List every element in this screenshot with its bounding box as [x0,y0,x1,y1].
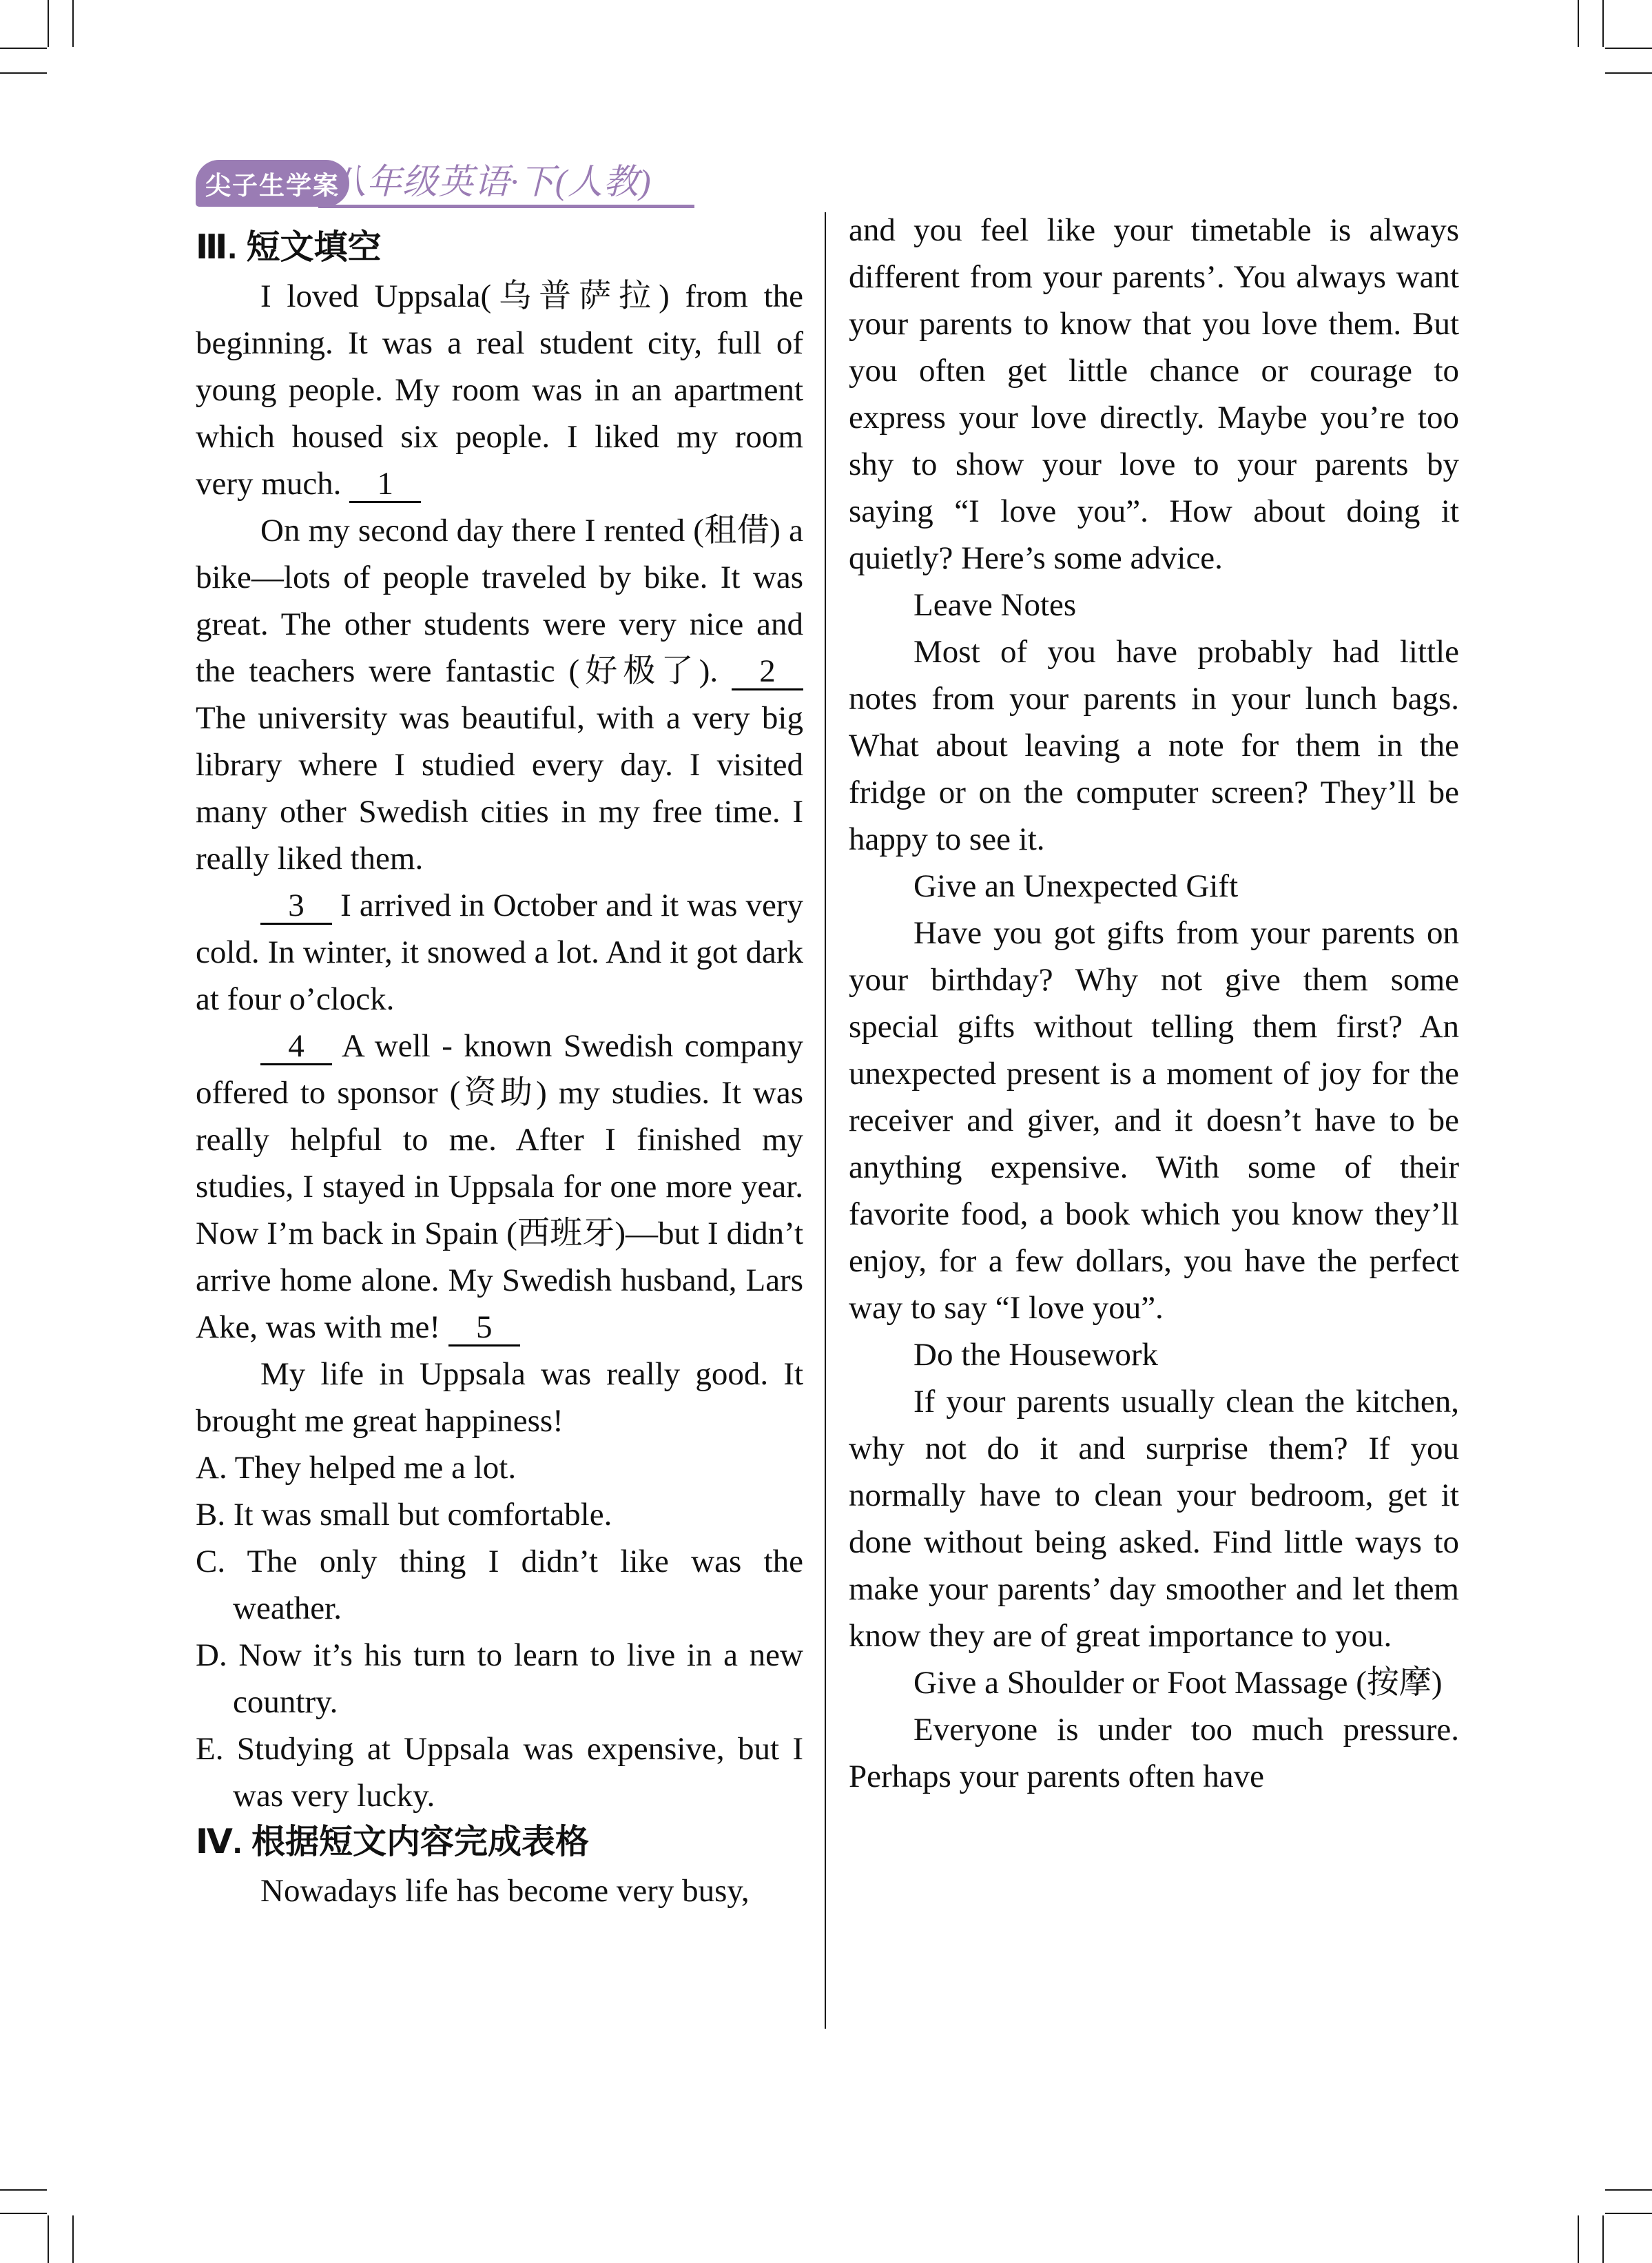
section-4-title: Ⅳ. 根据短文内容完成表格 [196,1823,590,1861]
crop-mark [1602,2215,1604,2263]
blank-1: 1 [349,467,421,503]
section-4-passage [196,1867,803,1914]
series-badge: 尖子生学案 [196,160,349,207]
paragraph: Everyone is under too much pressure. Perhaps your parents often have [849,1712,1459,1794]
crop-mark [1605,72,1652,74]
option-B: B. It was small but comfortable. [196,1497,612,1533]
option-A: A. They helped me a lot. [196,1450,517,1486]
paragraph: Most of you have probably had little notes from your parents in your lunch bags. What about leaving a note for them in the fridge or on the computer screen? They’ll be happy to see it. [849,634,1459,857]
paragraph: If your parents usually clean the kitchen, why not do it and surprise them? If you normally have to clean your bedroom, get it done without being asked. Find little ways to make your parents’ day smoother and let them know they are of great importance to you. [849,1384,1459,1654]
crop-mark [0,2213,47,2214]
left-column [196,225,803,1914]
answer-options [196,1444,803,1819]
crop-mark [1578,2215,1579,2263]
cloze-passage [196,273,803,1444]
crop-mark [48,0,49,47]
option-C: C. The only thing I didn’t like was the weather. [196,1544,803,1626]
paragraph: 4 A well - known Swedish company offered to sponsor (资助) my studies. It was really helpful to me. After I finished my studies, I stayed in Uppsala for one more year. Now I’m back in Spain (西班牙)—but I didn’t arrive home alone. My Swedish husband, Lars Ake, was with me! 5 [196,1023,803,1351]
book-subtitle: 八年级英语·下(人教) [331,163,652,202]
paragraph: I loved Uppsala(乌普萨拉) from the beginning. It was a real student city, full of young people. My room was in an apartment which housed six people. I liked my room very much. 1 [196,273,803,507]
blank-3: 3 [260,889,332,925]
option-E: E. Studying at Uppsala was expensive, but I was very lucky. [196,1731,803,1814]
paragraph: Leave Notes [913,587,1077,623]
crop-mark [0,72,47,74]
crop-mark [1578,0,1579,47]
paragraph: My life in Uppsala was really good. It brought me great happiness! [196,1356,803,1439]
paragraph: On my second day there I rented (租借) a bike—lots of people traveled by bike. It was great. The other students were very nice and the teachers were fantastic (好极了). 2 The university was beautiful, with a very big library where I studied every day. I visited many other Swedish cities in my free time. I really liked them. [196,513,803,877]
crop-mark [1605,48,1652,49]
crop-mark [72,2215,74,2263]
option-D: D. Now it’s his turn to learn to live in a new country. [196,1637,803,1720]
blank-2: 2 [732,655,803,690]
right-column [849,207,1459,1800]
paragraph: Give an Unexpected Gift [913,868,1239,904]
paragraph: Give a Shoulder or Foot Massage (按摩) [913,1665,1443,1701]
crop-mark [72,0,74,47]
reading-passage [849,207,1459,1800]
crop-mark [0,2189,47,2191]
paragraph: and you feel like your timetable is always different from your parents’. You always want your parents to know that you love them. But you often get little chance or courage to express your love directly. Maybe you’re too shy to show your love to your parents by saying “I love you”. How about doing it quietly? Here’s some advice. [849,212,1459,576]
crop-mark [0,48,47,49]
paragraph: Do the Housework [913,1337,1159,1373]
column-divider [825,212,826,2029]
paragraph: 3 I arrived in October and it was very cold. In winter, it snowed a lot. And it got dark at four o’clock. [196,888,803,1017]
paragraph: Nowadays life has become very busy, [260,1873,750,1909]
paragraph: Have you got gifts from your parents on your birthday? Why not give them some special gifts without telling them first? An unexpected present is a moment of joy for the receiver and giver, and it doesn’t have to be anything expensive. With some of their favorite food, a book which you know they’ll enjoy, for a few dollars, you have the perfect way to say “I love you”. [849,915,1459,1326]
blank-4: 4 [260,1030,332,1065]
crop-mark [1605,2213,1652,2214]
subtitle-underline [318,205,694,208]
crop-mark [48,2215,49,2263]
blank-5: 5 [448,1311,520,1346]
crop-mark [1605,2189,1652,2191]
section-3-title: Ⅲ. 短文填空 [196,229,382,266]
crop-mark [1602,0,1604,47]
